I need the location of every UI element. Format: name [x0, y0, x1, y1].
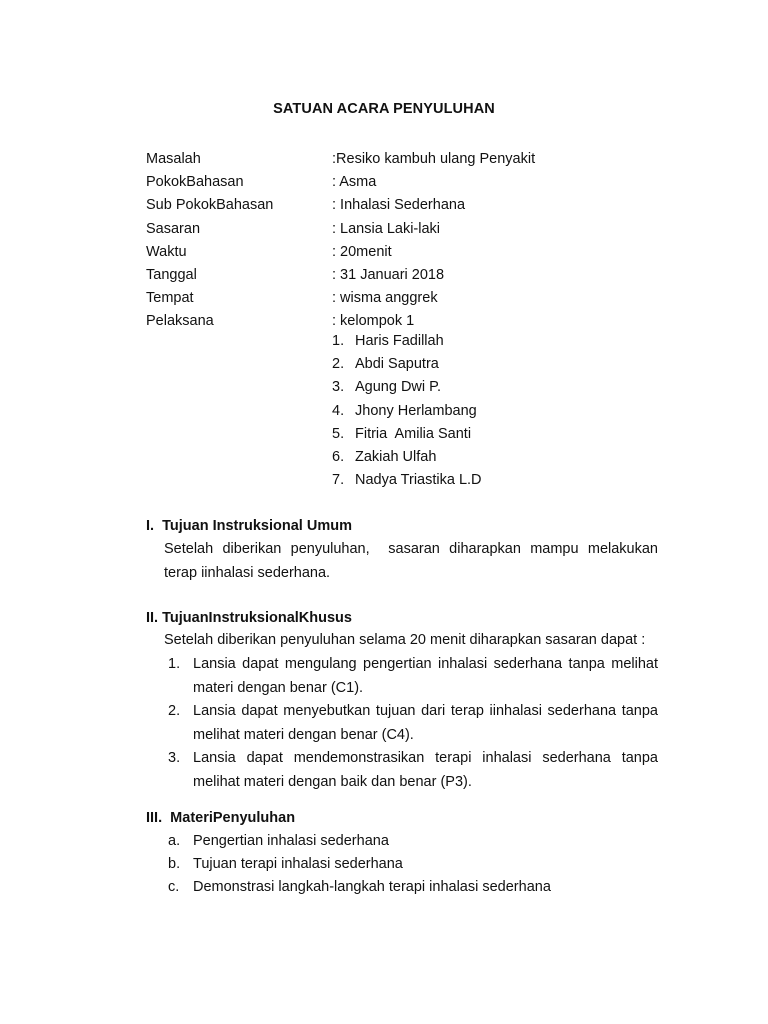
- member-name: Abdi Saputra: [355, 356, 439, 373]
- section-3-list: [168, 830, 551, 900]
- info-label: Tanggal: [146, 266, 197, 283]
- info-label: Sub PokokBahasan: [146, 197, 274, 214]
- list-item: [168, 876, 551, 899]
- info-value: :Resiko kambuh ulang Penyakit: [332, 151, 536, 167]
- info-value: : wisma anggrek: [332, 290, 438, 307]
- list-item: [168, 653, 658, 700]
- info-label: Tempat: [146, 290, 194, 307]
- section-1-text: Setelah diberikan penyuluhan, sasaran diharapkan mampu melakukan terap iinhalasi sederhana.: [164, 541, 663, 581]
- info-label: Waktu: [146, 243, 187, 260]
- list-item: [168, 830, 551, 853]
- member-item: [332, 446, 482, 469]
- member-item: [332, 330, 482, 353]
- list-item: [168, 853, 551, 876]
- list-number: 1.: [168, 656, 181, 672]
- info-value: : 20menit: [332, 243, 392, 260]
- info-label: Pelaksana: [146, 313, 214, 330]
- member-number: 7.: [332, 472, 345, 489]
- list-text: Demonstrasi langkah-langkah terapi inhalasi sederhana: [193, 879, 551, 896]
- member-number: 1.: [332, 333, 345, 349]
- list-text: Pengertian inhalasi sederhana: [193, 833, 389, 849]
- member-item: [332, 469, 482, 492]
- info-label: PokokBahasan: [146, 174, 244, 191]
- member-name: Fitria Amilia Santi: [355, 425, 472, 442]
- section-2-intro: Setelah diberikan penyuluhan selama 20 menit diharapkan sasaran dapat :: [164, 632, 646, 648]
- member-number: 2.: [332, 356, 345, 373]
- list-item: [168, 747, 658, 794]
- list-number: 3.: [168, 750, 181, 766]
- info-table: [146, 148, 535, 334]
- info-row-tanggal: [146, 264, 535, 287]
- member-number: 5.: [332, 425, 345, 442]
- info-label: Sasaran: [146, 220, 201, 237]
- section-1-heading: I. Tujuan Instruksional Umum: [146, 518, 352, 534]
- list-letter: a.: [168, 833, 181, 849]
- list-letter: c.: [168, 879, 180, 896]
- member-name: Haris Fadillah: [355, 333, 444, 349]
- section-2-list: [168, 653, 658, 794]
- document-title: SATUAN ACARA PENYULUHAN: [273, 101, 495, 117]
- member-number: 3.: [332, 379, 345, 396]
- info-row-sasaran: [146, 218, 535, 241]
- info-row-tempat: [146, 287, 535, 310]
- member-name: Nadya Triastika L.D: [355, 472, 482, 489]
- info-row-pokok-bahasan: [146, 171, 535, 194]
- member-number: 6.: [332, 448, 345, 465]
- list-text: Lansia dapat mengulang pengertian inhalasi sederhana tanpa melihat materi dengan benar (C1).: [193, 656, 658, 696]
- member-item: [332, 400, 482, 423]
- list-text: Lansia dapat mendemonstrasikan terapi inhalasi sederhana tanpa melihat materi dengan baik dan benar (P3).: [193, 750, 658, 790]
- member-list: [332, 330, 482, 492]
- list-number: 2.: [168, 703, 181, 719]
- info-row-waktu: [146, 241, 535, 264]
- member-name: Zakiah Ulfah: [355, 448, 437, 465]
- info-row-masalah: [146, 148, 535, 171]
- list-text: Tujuan terapi inhalasi sederhana: [193, 856, 403, 873]
- info-value: : 31 Januari 2018: [332, 266, 445, 283]
- section-3-heading: III. MateriPenyuluhan: [146, 810, 296, 826]
- list-text: Lansia dapat menyebutkan tujuan dari terap iinhalasi sederhana tanpa melihat materi dengan benar (C4).: [193, 703, 658, 743]
- info-value: : kelompok 1: [332, 313, 415, 330]
- info-label: Masalah: [146, 151, 201, 167]
- member-item: [332, 423, 482, 446]
- member-item: [332, 376, 482, 399]
- section-2-heading: II. TujuanInstruksionalKhusus: [146, 610, 352, 626]
- member-number: 4.: [332, 402, 345, 419]
- list-letter: b.: [168, 856, 181, 873]
- info-row-sub-pokok-bahasan: [146, 194, 535, 217]
- member-name: Jhony Herlambang: [355, 402, 477, 419]
- member-item: [332, 353, 482, 376]
- member-name: Agung Dwi P.: [355, 379, 441, 396]
- list-item: [168, 700, 658, 747]
- info-value: : Lansia Laki-laki: [332, 220, 440, 237]
- info-value: : Inhalasi Sederhana: [332, 197, 466, 214]
- info-value: : Asma: [332, 174, 377, 191]
